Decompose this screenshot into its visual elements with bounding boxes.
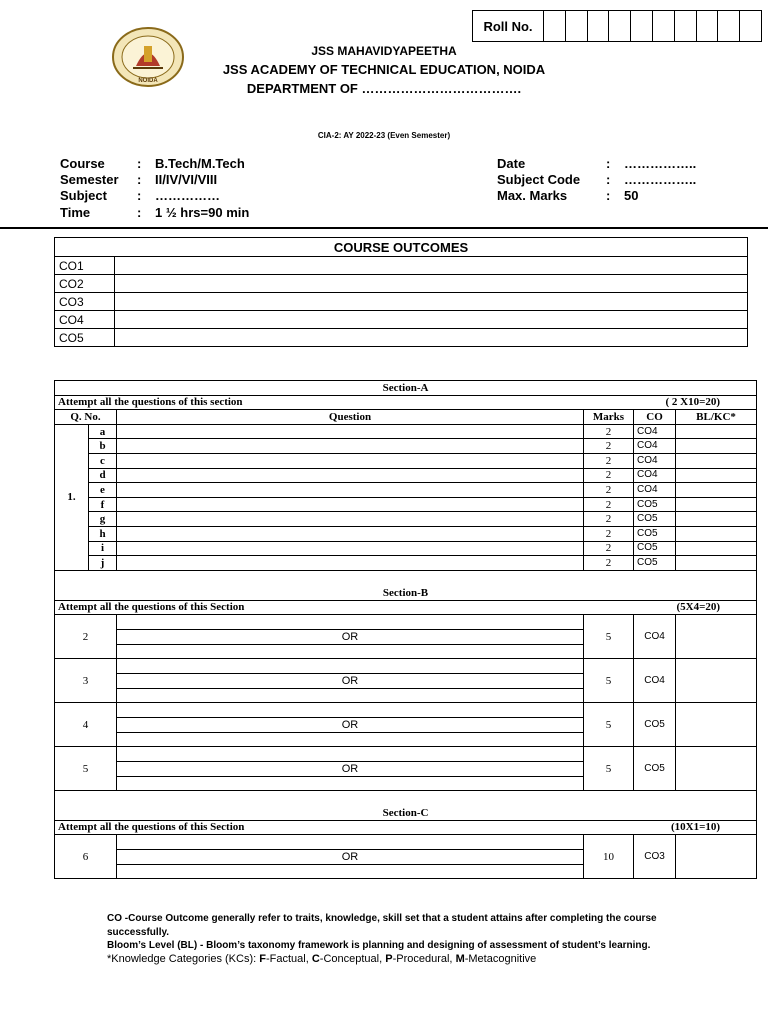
question-text-cell[interactable] [117, 439, 584, 454]
sub-question-letter: g [89, 512, 117, 527]
bl-cell[interactable] [676, 556, 757, 571]
date-label: Date [497, 156, 526, 171]
marks-scheme: (5X4=20) [676, 600, 721, 613]
marks-cell: 5 [584, 747, 634, 791]
co-description[interactable] [115, 275, 748, 293]
question-cell [117, 659, 584, 703]
question-number: 4 [55, 703, 117, 747]
sub-question-letter: e [89, 483, 117, 498]
marks-scheme: (10X1=10) [670, 820, 721, 833]
co-note-term: CO - [107, 913, 129, 924]
colon: : [606, 172, 611, 187]
instruction-text: Attempt all the questions of this Section [58, 821, 245, 834]
section-c-table [54, 806, 757, 879]
section-c-title: Section-C [55, 806, 757, 820]
question-text-cell[interactable] [117, 424, 584, 439]
marks-cell: 10 [584, 835, 634, 879]
question-line[interactable] [117, 659, 583, 674]
question-lines [117, 703, 583, 746]
bl-note-term: Bloom’s Level (BL) - [107, 940, 204, 951]
co-description[interactable] [115, 257, 748, 275]
roll-digit-cell[interactable] [566, 11, 588, 41]
sub-question-letter: j [89, 556, 117, 571]
table-row [55, 526, 757, 541]
question-line[interactable] [117, 703, 583, 718]
kc-m: M [455, 952, 465, 965]
question-line[interactable] [117, 835, 583, 850]
co-cell: CO5 [634, 526, 676, 541]
instruction-text: Attempt all the questions of this section [58, 396, 243, 409]
bl-header: BL/KC* [676, 410, 757, 425]
bl-note [107, 939, 687, 953]
marks-cell: 2 [584, 483, 634, 498]
bl-cell[interactable] [676, 512, 757, 527]
or-label: OR [117, 718, 583, 733]
sub-question-letter: b [89, 439, 117, 454]
question-lines [117, 835, 583, 878]
question-header: Question [117, 410, 584, 425]
time-value: 1 ½ hrs=90 min [155, 205, 250, 220]
sub-question-letter: d [89, 468, 117, 483]
marks-cell: 2 [584, 541, 634, 556]
semester-value: II/IV/VI/VIII [155, 172, 218, 187]
bl-cell[interactable] [676, 615, 757, 659]
course-value: B.Tech/M.Tech [155, 156, 245, 171]
marks-cell: 2 [584, 497, 634, 512]
question-line[interactable] [117, 645, 583, 659]
roll-digit-cell[interactable] [631, 11, 653, 41]
co-label: CO1 [55, 257, 115, 275]
sub-question-letter: i [89, 541, 117, 556]
marks-cell: 5 [584, 703, 634, 747]
question-text-cell[interactable] [117, 556, 584, 571]
subject-code-label: Subject Code [497, 172, 581, 187]
colon: : [137, 156, 142, 171]
question-text-cell[interactable] [117, 453, 584, 468]
colon: : [137, 188, 142, 203]
colon: : [137, 205, 142, 220]
question-cell [117, 835, 584, 879]
co-label: CO5 [55, 329, 115, 347]
co-cell: CO5 [634, 497, 676, 512]
co-cell: CO5 [634, 512, 676, 527]
bl-cell[interactable] [676, 483, 757, 498]
co-cell: CO5 [634, 556, 676, 571]
co-cell: CO4 [634, 483, 676, 498]
or-label: OR [117, 850, 583, 865]
bl-cell[interactable] [676, 497, 757, 512]
co-note-text: Course Outcome generally refer to traits, knowledge, skill set that a student attains after completing the course successfully. [107, 913, 657, 938]
time-label: Time [60, 205, 91, 220]
co-cell: CO4 [634, 424, 676, 439]
or-label: OR [117, 630, 583, 645]
or-label: OR [117, 762, 583, 777]
co-cell: CO4 [634, 659, 676, 703]
question-cell [117, 747, 584, 791]
kc-p: P [385, 952, 393, 965]
section-a-table [54, 380, 757, 597]
bl-cell[interactable] [676, 703, 757, 747]
or-label: OR [117, 674, 583, 689]
question-number: 1. [55, 424, 89, 570]
sub-question-letter: f [89, 497, 117, 512]
marks-cell: 2 [584, 453, 634, 468]
question-line[interactable] [117, 615, 583, 630]
roll-number-box [472, 10, 762, 42]
question-lines [117, 747, 583, 790]
course-label: Course [60, 156, 105, 171]
table-row [55, 468, 757, 483]
marks-cell: 5 [584, 615, 634, 659]
co-cell: CO4 [634, 453, 676, 468]
question-text-cell[interactable] [117, 497, 584, 512]
co-cell: CO5 [634, 541, 676, 556]
sub-question-letter: h [89, 526, 117, 541]
bl-cell[interactable] [676, 468, 757, 483]
question-lines [117, 615, 583, 658]
table-row [55, 556, 757, 571]
bl-cell[interactable] [676, 526, 757, 541]
roll-digit-cell[interactable] [697, 11, 719, 41]
question-cell [117, 615, 584, 659]
bl-cell[interactable] [676, 439, 757, 454]
question-text-cell[interactable] [117, 512, 584, 527]
section-b-title: Section-B [55, 586, 757, 600]
header-divider [0, 227, 768, 229]
footer-notes [107, 912, 687, 966]
question-line[interactable] [117, 865, 583, 879]
section-a-title: Section-A [55, 381, 757, 396]
qno-header: Q. No. [55, 410, 117, 425]
institution-group: JSS MAHAVIDYAPEETHA [311, 44, 457, 58]
question-number: 2 [55, 615, 117, 659]
section-a-instruction [55, 395, 757, 410]
marks-cell: 2 [584, 526, 634, 541]
co-note [107, 912, 687, 939]
bl-cell[interactable] [676, 424, 757, 439]
bl-cell[interactable] [676, 659, 757, 703]
table-row [55, 439, 757, 454]
bl-note-text: Bloom’s taxonomy framework is planning and designing of assessment of student’s learning. [203, 940, 651, 951]
section-b-rows [55, 615, 757, 791]
roll-digit-cell[interactable] [740, 11, 761, 41]
table-row [55, 835, 757, 879]
subject-label: Subject [60, 188, 107, 203]
exam-title: CIA-2: AY 2022-23 (Even Semester) [317, 131, 451, 140]
table-row [55, 512, 757, 527]
table-row [55, 424, 757, 439]
question-text-cell[interactable] [117, 526, 584, 541]
co-header: CO [634, 410, 676, 425]
section-c-instruction [55, 820, 757, 835]
section-a-rows [55, 424, 757, 570]
sub-question-letter: a [89, 424, 117, 439]
co-cell: CO3 [634, 835, 676, 879]
roll-number-label: Roll No. [473, 11, 544, 41]
kc-c: C [311, 952, 320, 965]
kc-c-text: -Conceptual, [319, 952, 386, 965]
question-text-cell[interactable] [117, 468, 584, 483]
roll-digit-cell[interactable] [588, 11, 610, 41]
marks-scheme: ( 2 X10=20) [665, 395, 721, 408]
course-outcomes-title: COURSE OUTCOMES [55, 238, 748, 257]
kc-prefix: *Knowledge Categories (KCs): [107, 952, 260, 965]
co-label: CO4 [55, 311, 115, 329]
department-line: DEPARTMENT OF ………………………………. [246, 81, 522, 96]
co-label: CO3 [55, 293, 115, 311]
co-description[interactable] [115, 329, 748, 347]
co-cell: CO5 [634, 747, 676, 791]
roll-digit-cell[interactable] [718, 11, 740, 41]
marks-header: Marks [584, 410, 634, 425]
roll-digit-cell[interactable] [609, 11, 631, 41]
max-marks-value: 50 [624, 188, 639, 203]
marks-cell: 2 [584, 424, 634, 439]
question-lines [117, 659, 583, 702]
co-cell: CO4 [634, 468, 676, 483]
marks-cell: 2 [584, 439, 634, 454]
table-row [55, 497, 757, 512]
course-outcomes-table [54, 237, 748, 347]
marks-cell: 2 [584, 468, 634, 483]
co-description[interactable] [115, 293, 748, 311]
table-row [55, 483, 757, 498]
max-marks-label: Max. Marks [497, 188, 568, 203]
question-number: 3 [55, 659, 117, 703]
section-b-table [54, 586, 757, 817]
table-row [55, 453, 757, 468]
co-cell: CO4 [634, 615, 676, 659]
kc-f-text: -Factual, [265, 952, 312, 965]
table-row [55, 703, 757, 747]
bl-cell[interactable] [676, 453, 757, 468]
question-line[interactable] [117, 777, 583, 791]
instruction-text: Attempt all the questions of this Section [58, 601, 245, 614]
bl-cell[interactable] [676, 541, 757, 556]
colon: : [137, 172, 142, 187]
sub-question-letter: c [89, 453, 117, 468]
date-value: …………….. [624, 156, 697, 171]
question-line[interactable] [117, 747, 583, 762]
bl-cell[interactable] [676, 835, 757, 879]
question-text-cell[interactable] [117, 541, 584, 556]
roll-digit-cell[interactable] [544, 11, 566, 41]
kc-m-text: -Metacognitive [464, 952, 537, 965]
table-row [55, 747, 757, 791]
semester-label: Semester [60, 172, 119, 187]
question-line[interactable] [117, 733, 583, 747]
co-cell: CO4 [634, 439, 676, 454]
section-c-rows [55, 835, 757, 879]
question-number: 6 [55, 835, 117, 879]
marks-cell: 2 [584, 556, 634, 571]
roll-digit-cell[interactable] [675, 11, 697, 41]
question-cell [117, 703, 584, 747]
question-number: 5 [55, 747, 117, 791]
co-cell: CO5 [634, 703, 676, 747]
kc-note [107, 953, 687, 967]
co-description[interactable] [115, 311, 748, 329]
marks-cell: 2 [584, 512, 634, 527]
table-row [55, 659, 757, 703]
section-b-instruction [55, 600, 757, 615]
colon: : [606, 156, 611, 171]
roll-digit-cell[interactable] [653, 11, 675, 41]
colon: : [606, 188, 611, 203]
seal-text: NOIDA [138, 78, 158, 84]
question-line[interactable] [117, 689, 583, 703]
table-row [55, 541, 757, 556]
institution-name: JSS ACADEMY OF TECHNICAL EDUCATION, NOIDA [222, 62, 546, 77]
subject-code-value: …………….. [624, 172, 697, 187]
question-text-cell[interactable] [117, 483, 584, 498]
kc-p-text: -Procedural, [392, 952, 456, 965]
co-label: CO2 [55, 275, 115, 293]
kc-f: F [259, 952, 266, 965]
table-row [55, 615, 757, 659]
subject-value: …………… [155, 188, 220, 203]
bl-cell[interactable] [676, 747, 757, 791]
marks-cell: 5 [584, 659, 634, 703]
